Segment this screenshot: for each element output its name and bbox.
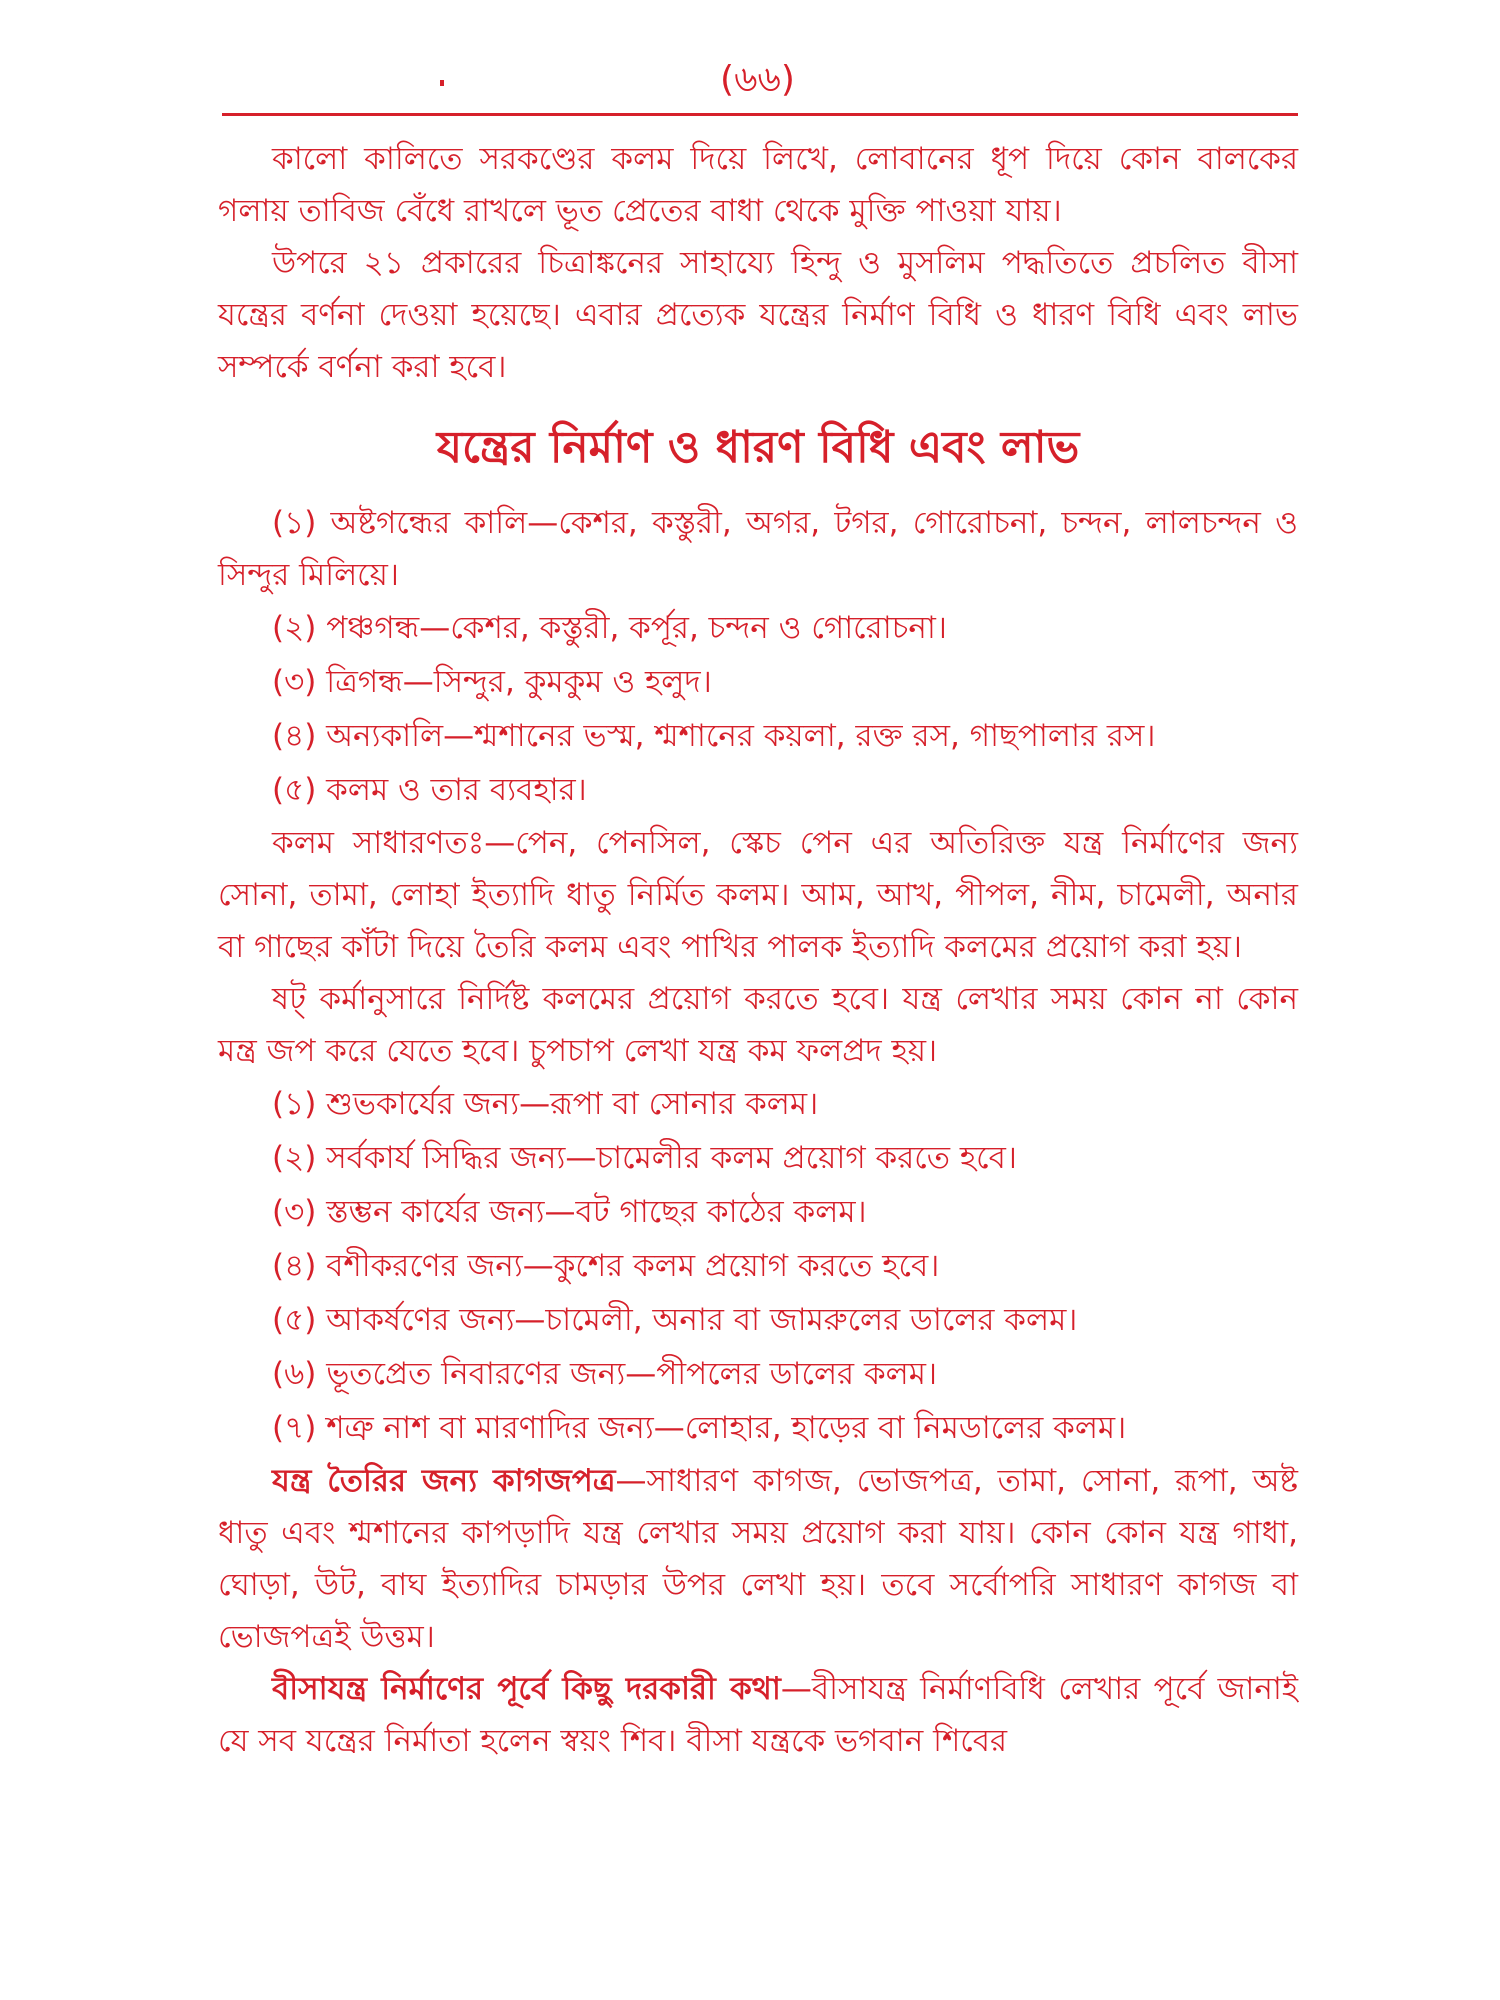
before-lead: বীসাযন্ত্র নির্মাণের পূর্বে কিছু দরকারী কথা <box>272 1671 781 1707</box>
page-body <box>218 133 1298 1767</box>
intro-paragraph-2: উপরে ২১ প্রকারের চিত্রাঙ্কনের সাহায্যে হিন্দু ও মুসলিম পদ্ধতিতে প্রচলিত বীসা যন্ত্রের বর্ণনা দেওয়া হয়েছে। এবার প্রত্যেক যন্ত্রের নির্মাণ বিধি ও ধারণ বিধি এবং লাভ সম্পর্কে বর্ণনা করা হবে। <box>218 245 1298 385</box>
before-text: —বীসাযন্ত্র নির্মাণবিধি লেখার পূর্বে জানাই যে সব যন্ত্রের নির্মাতা হলেন স্বয়ং শিব। বীসা যন্ত্রকে ভগবান শিবের <box>218 1671 1298 1759</box>
ink-item-2: (২) পঞ্চগন্ধ—কেশর, কস্তুরী, কর্পূর, চন্দন ও গোরোচনা। <box>272 610 947 646</box>
ink-item-1: (১) অষ্টগন্ধের কালি—কেশর, কস্তুরী, অগর, টগর, গোরোচনা, চন্দন, লালচন্দন ও সিন্দুর মিলিয়ে। <box>218 505 1298 593</box>
ink-item-5: (৫) কলম ও তার ব্যবহার। <box>272 772 587 808</box>
paper-lead: যন্ত্র তৈরির জন্য কাগজপত্র <box>272 1463 616 1499</box>
pen-item-5: (৫) আকর্ষণের জন্য—চামেলী, অনার বা জামরুলের ডালের কলম। <box>272 1302 1078 1338</box>
paper-text: —সাধারণ কাগজ, ভোজপত্র, তামা, সোনা, রূপা, অষ্ট ধাতু এবং শ্মশানের কাপড়াদি যন্ত্র লেখার সময় প্রয়োগ করা যায়। কোন কোন যন্ত্র গাধা, ঘোড়া, উট, বাঘ ইত্যাদির চামড়ার উপর লেখা হয়। তবে সর্বোপরি সাধারণ কাগজ বা ভোজপত্রই উত্তম। <box>218 1463 1298 1655</box>
page-number: (৬৬) <box>720 59 795 100</box>
intro-paragraph-1: কালো কালিতে সরকণ্ডের কলম দিয়ে লিখে, লোবানের ধূপ দিয়ে কোন বালকের গলায় তাবিজ বেঁধে রাখলে ভূত প্রেতের বাধা থেকে মুক্তি পাওয়া যায়। <box>218 141 1298 229</box>
karma-paragraph: ষট্ কর্মানুসারে নির্দিষ্ট কলমের প্রয়োগ করতে হবে। যন্ত্র লেখার সময় কোন না কোন মন্ত্র জপ করে যেতে হবে। চুপচাপ লেখা যন্ত্র কম ফলপ্রদ হয়। <box>218 981 1298 1069</box>
print-mark <box>440 80 444 86</box>
pen-item-1: (১) শুভকার্যের জন্য—রূপা বা সোনার কলম। <box>272 1086 819 1122</box>
pen-item-4: (৪) বশীকরণের জন্য—কুশের কলম প্রয়োগ করতে হবে। <box>272 1248 940 1284</box>
pen-item-6: (৬) ভূতপ্রেত নিবারণের জন্য—পীপলের ডালের কলম। <box>272 1356 938 1392</box>
pen-item-2: (২) সর্বকার্য সিদ্ধির জন্য—চামেলীর কলম প্রয়োগ করতে হবে। <box>272 1140 1017 1176</box>
section-heading: যন্ত্রের নির্মাণ ও ধারণ বিধি এবং লাভ <box>436 422 1080 473</box>
pen-item-3: (৩) স্তম্ভন কার্যের জন্য—বট গাছের কাঠের কলম। <box>272 1194 867 1230</box>
header-rule <box>222 113 1298 116</box>
pen-item-7: (৭) শত্রু নাশ বা মারণাদির জন্য—লোহার, হাড়ের বা নিমডালের কলম। <box>272 1410 1127 1446</box>
paper-paragraph <box>218 1455 1298 1663</box>
page-header <box>215 52 1300 112</box>
before-paragraph <box>218 1663 1298 1767</box>
ink-item-3: (৩) ত্রিগন্ধ—সিন্দুর, কুমকুম ও হলুদ। <box>272 664 712 700</box>
pen-paragraph: কলম সাধারণতঃ—পেন, পেনসিল, স্কেচ পেন এর অতিরিক্ত যন্ত্র নির্মাণের জন্য সোনা, তামা, লোহা ইত্যাদি ধাতু নির্মিত কলম। আম, আখ, পীপল, নীম, চামেলী, অনার বা গাছের কাঁটা দিয়ে তৈরি কলম এবং পাখির পালক ইত্যাদি কলমের প্রয়োগ করা হয়। <box>218 825 1298 965</box>
ink-item-4: (৪) অন্যকালি—শ্মশানের ভস্ম, শ্মশানের কয়লা, রক্ত রস, গাছপালার রস। <box>272 718 1156 754</box>
